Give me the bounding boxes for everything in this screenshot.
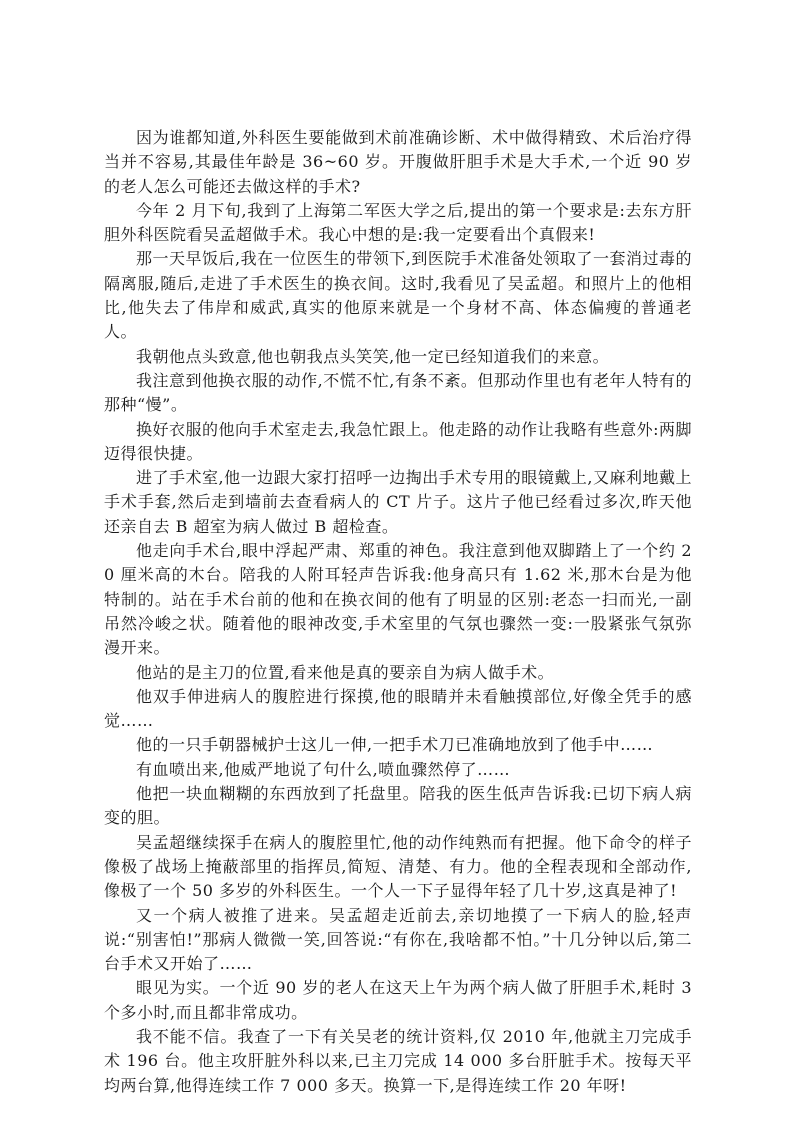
paragraph: 他走向手术台,眼中浮起严肃、郑重的神色。我注意到他双脚踏上了一个约 20 厘米高的木台。陪我的人附耳轻声告诉我:他身高只有 1.62 米,那木台是为他特制的。站在手术台前的他和在换衣间的他有了明显的区别:老态一扫而光,一副吊然冷峻之状。随着他的眼神改变,手术室里的气氛也骤然一变:一股紧张气氛弥漫开来。: [104, 541, 692, 658]
paragraph: 他把一块血糊糊的东西放到了托盘里。陪我的医生低声告诉我:已切下病人病变的胆。: [104, 784, 692, 828]
paragraph: 眼见为实。一个近 90 岁的老人在这天上午为两个病人做了肝胆手术,耗时 3 个多小时,而且都非常成功。: [104, 978, 692, 1022]
paragraph: 我朝他点头致意,他也朝我点头笑笑,他一定已经知道我们的来意。: [136, 346, 610, 366]
paragraph: 今年 2 月下旬,我到了上海第二军医大学之后,提出的第一个要求是:去东方肝胆外科医院看吴孟超做手术。我心中想的是:我一定要看出个真假来!: [104, 200, 692, 245]
paragraph: 他站的是主刀的位置,看来他是真的要亲自为病人做手术。: [136, 662, 555, 682]
paragraph: 有血喷出来,他威严地说了句什么,喷血骤然停了……: [136, 759, 511, 779]
article-body: [104, 126, 692, 1098]
paragraph: 因为谁都知道,外科医生要能做到术前准确诊断、术中做得精致、术后治疗得当并不容易,其最佳年龄是 36~60 岁。开腹做肝胆手术是大手术,一个近 90 岁的老人怎么可能还去做这样的手术?: [104, 128, 692, 196]
paragraph: 他的一只手朝器械护士这儿一伸,一把手术刀已准确地放到了他手中……: [136, 735, 654, 755]
paragraph: 吴孟超继续探手在病人的腹腔里忙,他的动作纯熟而有把握。他下命令的样子像极了战场上掩蔽部里的指挥员,简短、清楚、有力。他的全程表现和全部动作,像极了一个 50 多岁的外科医生。一个人一下子显得年轻了几十岁,这真是神了!: [104, 832, 692, 901]
paragraph: 那一天早饭后,我在一位医生的带领下,到医院手术准备处领取了一套消过毒的隔离服,随后,走进了手术医生的换衣间。这时,我看见了吴孟超。和照片上的他相比,他失去了伟岸和威武,真实的他原来就是一个身材不高、体态偏瘦的普通老人。: [104, 249, 692, 342]
paragraph: 我不能不信。我查了一下有关吴老的统计资料,仅 2010 年,他就主刀完成手术 196 台。他主攻肝脏外科以来,已主刀完成 14 000 多台肝脏手术。按每天平均两台算,他得连续工作 7 000 多天。换算一下,是得连续工作 20 年呀!: [104, 1026, 692, 1095]
paragraph: 换好衣服的他向手术室走去,我急忙跟上。他走路的动作让我略有些意外:两脚迈得很快捷。: [104, 419, 692, 463]
paragraph: 我注意到他换衣服的动作,不慌不忙,有条不紊。但那动作里也有老年人特有的那种“慢”。: [104, 370, 692, 415]
paragraph: 进了手术室,他一边跟大家打招呼一边掏出手术专用的眼镜戴上,又麻利地戴上手术手套,然后走到墙前去查看病人的 CT 片子。这片子他已经看过多次,昨天他还亲自去 B 超室为病人做过 B 超检查。: [104, 468, 692, 536]
paragraph: 他双手伸进病人的腹腔进行探摸,他的眼睛并未看触摸部位,好像全凭手的感觉……: [104, 686, 692, 731]
paragraph: 又一个病人被推了进来。吴孟超走近前去,亲切地摸了一下病人的脸,轻声说:“别害怕!”那病人微微一笑,回答说:“有你在,我啥都不怕。”十几分钟以后,第二台手术又开始了……: [104, 905, 692, 974]
